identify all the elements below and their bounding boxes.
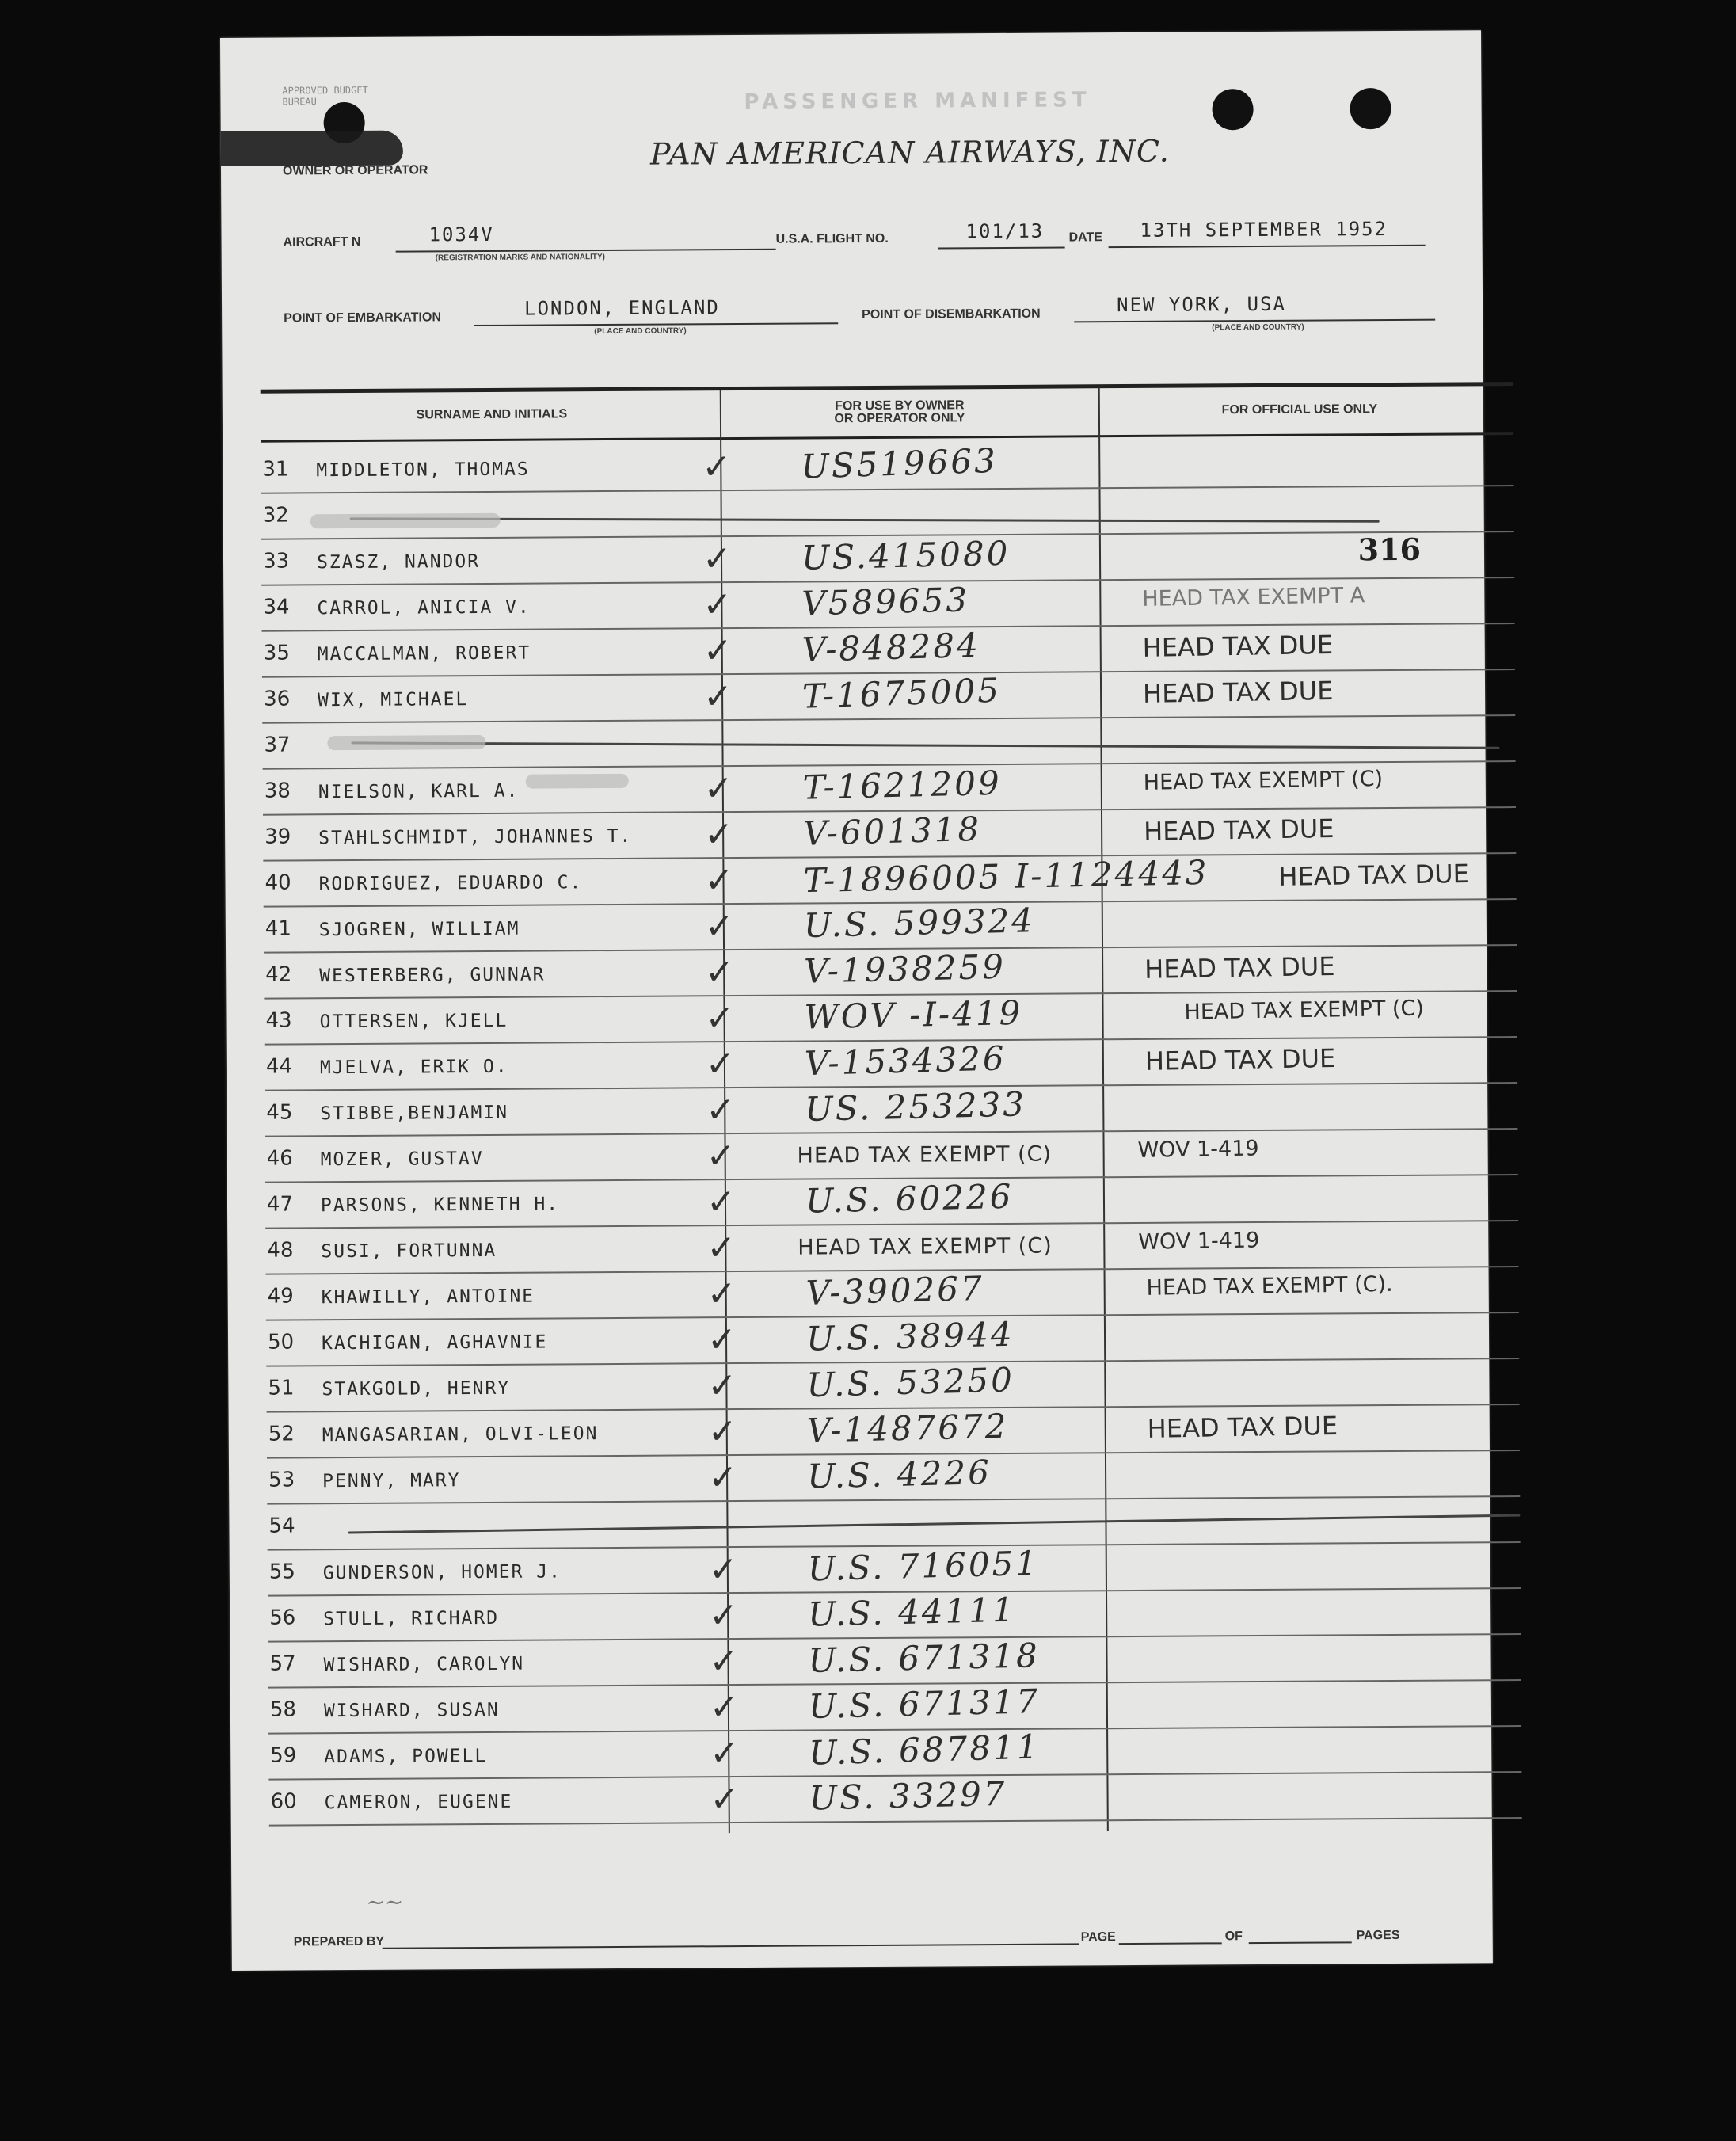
check-mark-icon: ✓ — [707, 1411, 737, 1453]
row-divider — [267, 1495, 1520, 1505]
official-use-entry: HEAD TAX EXEMPT (C) — [1184, 996, 1425, 1025]
owner-label: OWNER OR OPERATOR — [282, 163, 428, 178]
redaction-row-38 — [526, 774, 629, 789]
owner-use-entry: U.S. 4226 — [806, 1453, 992, 1496]
check-mark-icon: ✓ — [706, 1136, 736, 1177]
owner-use-entry: WOV -I-419 — [804, 992, 1023, 1037]
passenger-name: MANGASARIAN, OLVI-LEON — [322, 1423, 599, 1446]
passenger-name: OTTERSEN, KJELL — [319, 1010, 508, 1033]
row-number: 35 — [263, 641, 290, 665]
check-mark-icon: ✓ — [709, 1595, 739, 1636]
date-label: DATE — [1068, 230, 1102, 245]
owner-use-entry: V-1938259 — [803, 947, 1007, 991]
strike-row-54 — [348, 1514, 1521, 1534]
page-label: PAGE — [1080, 1930, 1116, 1945]
date-underline — [1109, 245, 1426, 248]
disembark-underline — [1074, 319, 1435, 323]
passenger-name: GUNDERSON, HOMER J. — [322, 1561, 562, 1584]
row-divider — [261, 485, 1514, 494]
flight-label: U.S.A. FLIGHT NO. — [775, 231, 889, 246]
check-mark-icon: ✓ — [707, 1366, 737, 1407]
row-divider — [265, 1220, 1518, 1229]
row-number: 36 — [264, 687, 291, 711]
check-mark-icon: ✓ — [704, 906, 734, 947]
check-mark-icon: ✓ — [703, 814, 734, 855]
owner-use-entry: U.S. 687811 — [808, 1727, 1041, 1773]
row-divider — [262, 714, 1515, 724]
official-use-entry: HEAD TAX DUE — [1144, 1042, 1336, 1076]
official-use-entry: HEAD TAX EXEMPT (C). — [1146, 1271, 1393, 1301]
owner-use-entry: T-1621209 — [802, 763, 1003, 807]
passenger-name: WIX, MICHAEL — [318, 689, 469, 711]
page-count-stamp: 316 — [1357, 531, 1422, 568]
row-number: 54 — [268, 1514, 295, 1538]
passenger-name: CARROL, ANICIA V. — [317, 596, 531, 619]
row-number: 34 — [263, 595, 290, 619]
official-use-entry: HEAD TAX EXEMPT (C) — [1143, 766, 1384, 795]
row-number: 59 — [270, 1743, 297, 1768]
passenger-name: STAKGOLD, HENRY — [322, 1377, 511, 1400]
row-number: 52 — [268, 1422, 295, 1446]
table-header-rule — [261, 432, 1513, 443]
check-mark-icon: ✓ — [706, 1182, 737, 1223]
passenger-name: MIDDLETON, THOMAS — [316, 459, 530, 482]
embark-sublabel: (PLACE AND COUNTRY) — [594, 326, 687, 337]
passenger-name: WESTERBERG, GUNNAR — [319, 964, 546, 987]
row-number: 58 — [269, 1697, 297, 1722]
owner-use-entry: T-1896005 I-1124443 — [803, 852, 1209, 901]
redaction-row-32 — [310, 513, 501, 528]
row-number: 32 — [262, 503, 289, 528]
airline-name: PAN AMERICAN AIRWAYS, INC. — [649, 133, 1170, 172]
check-mark-icon: ✓ — [709, 1687, 739, 1728]
owner-use-entry: U.S. 44111 — [807, 1590, 1017, 1634]
flight-underline — [938, 246, 1065, 249]
check-mark-icon: ✓ — [710, 1779, 740, 1820]
row-number: 51 — [268, 1376, 295, 1400]
owner-use-entry: V-601318 — [802, 809, 982, 853]
strike-row-32 — [350, 517, 1380, 522]
disembark-label: POINT OF DISEMBARKATION — [862, 307, 1041, 322]
row-number: 47 — [266, 1192, 294, 1217]
row-number: 37 — [264, 733, 291, 757]
owner-use-entry: HEAD TAX EXEMPT (C) — [798, 1233, 1053, 1260]
check-mark-icon: ✓ — [709, 1641, 739, 1682]
row-number: 49 — [267, 1284, 294, 1309]
official-use-entry: HEAD TAX DUE — [1142, 675, 1334, 709]
check-mark-icon: ✓ — [708, 1549, 738, 1591]
owner-use-entry: US. 253233 — [804, 1084, 1027, 1129]
row-number: 48 — [267, 1238, 294, 1263]
row-number: 39 — [265, 825, 291, 849]
row-number: 60 — [270, 1789, 297, 1814]
table-top-rule — [261, 382, 1513, 394]
passenger-name: STAHLSCHMIDT, JOHANNES T. — [318, 825, 633, 849]
passenger-name: PARSONS, KENNETH H. — [320, 1194, 560, 1217]
of-label: OF — [1224, 1930, 1243, 1944]
owner-column-header-1: FOR USE BY OWNER — [835, 398, 965, 413]
passenger-name: SUSI, FORTUNNA — [321, 1240, 497, 1263]
passenger-name: WISHARD, SUSAN — [323, 1699, 500, 1722]
ink-smear — [221, 131, 403, 166]
prepared-by-label: PREPARED BY — [293, 1934, 385, 1949]
passenger-name: PENNY, MARY — [322, 1470, 461, 1492]
check-mark-icon: ✓ — [702, 676, 733, 718]
check-mark-icon: ✓ — [706, 1090, 736, 1131]
row-number: 44 — [265, 1054, 293, 1079]
official-use-entry: HEAD TAX DUE — [1278, 858, 1470, 892]
row-number: 33 — [262, 549, 290, 573]
row-number: 45 — [266, 1100, 293, 1125]
passenger-name: STIBBE,BENJAMIN — [320, 1102, 509, 1125]
owner-use-entry: T-1675005 — [801, 670, 1002, 716]
check-mark-icon: ✓ — [702, 447, 732, 488]
owner-use-entry: US.415080 — [801, 533, 1011, 577]
aircraft-label: AIRCRAFT N — [283, 234, 361, 250]
row-divider — [265, 1128, 1517, 1137]
row-number: 56 — [269, 1606, 296, 1630]
official-use-entry: HEAD TAX DUE — [1142, 629, 1334, 663]
passenger-name: MACCALMAN, ROBERT — [317, 642, 531, 665]
strike-row-37 — [351, 741, 1499, 749]
row-number: 57 — [269, 1651, 296, 1676]
passenger-name: MOZER, GUSTAV — [320, 1148, 484, 1171]
check-mark-icon: ✓ — [706, 1228, 737, 1269]
owner-use-entry: V-1487672 — [806, 1406, 1009, 1450]
row-number: 42 — [265, 962, 292, 987]
aircraft-underline — [396, 249, 776, 253]
prepared-by-underline — [383, 1943, 1079, 1949]
check-mark-icon: ✓ — [702, 539, 733, 580]
form-title: PASSENGER MANIFEST — [744, 88, 1091, 114]
embark-label: POINT OF EMBARKATION — [284, 310, 442, 326]
registration-sublabel: (REGISTRATION MARKS AND NATIONALITY) — [435, 253, 605, 263]
official-use-entry: HEAD TAX DUE — [1143, 813, 1334, 847]
official-use-entry: HEAD TAX EXEMPT A — [1142, 583, 1365, 611]
official-column-header: FOR OFFICIAL USE ONLY — [1221, 402, 1378, 417]
owner-use-entry: U.S. 60226 — [805, 1176, 1014, 1221]
passenger-name: ADAMS, POWELL — [324, 1745, 488, 1768]
row-number: 50 — [267, 1330, 295, 1354]
row-number: 40 — [265, 870, 291, 895]
check-mark-icon: ✓ — [705, 1044, 735, 1085]
redaction-row-37 — [327, 735, 485, 750]
owner-use-entry: V589653 — [801, 580, 970, 623]
punch-hole-middle — [1212, 89, 1253, 130]
of-underline — [1249, 1941, 1352, 1944]
passenger-name: KHAWILLY, ANTOINE — [321, 1286, 535, 1309]
row-number: 53 — [268, 1468, 295, 1492]
passenger-name: MJELVA, ERIK O. — [319, 1056, 508, 1079]
check-mark-icon: ✓ — [702, 630, 733, 672]
embark-value: LONDON, ENGLAND — [524, 296, 720, 320]
check-mark-icon: ✓ — [705, 998, 735, 1039]
owner-use-entry: V-390267 — [805, 1268, 985, 1312]
check-mark-icon: ✓ — [706, 1320, 737, 1361]
row-number: 41 — [265, 916, 292, 941]
owner-use-entry: U.S. 716051 — [807, 1543, 1040, 1589]
owner-use-entry: U.S. 53250 — [805, 1360, 1015, 1405]
date-value: 13TH SEPTEMBER 1952 — [1140, 218, 1388, 242]
page-underline — [1119, 1942, 1222, 1945]
passenger-name: CAMERON, EUGENE — [324, 1791, 513, 1814]
passenger-name: KACHIGAN, AGHAVNIE — [321, 1331, 548, 1354]
row-number: 55 — [268, 1560, 296, 1584]
passenger-name: WISHARD, CAROLYN — [323, 1653, 525, 1676]
owner-use-entry: U.S. 671317 — [808, 1682, 1041, 1727]
owner-use-entry: V-848284 — [801, 625, 981, 669]
check-mark-icon: ✓ — [704, 860, 734, 901]
official-use-entry: WOV 1-419 — [1137, 1136, 1259, 1163]
embark-underline — [474, 322, 838, 326]
passenger-name: RODRIGUEZ, EDUARDO C. — [318, 872, 583, 895]
check-mark-icon: ✓ — [703, 768, 733, 810]
signature-scribble: ~~ — [366, 1888, 404, 1915]
row-number: 31 — [262, 457, 289, 482]
row-number: 46 — [266, 1146, 293, 1171]
owner-use-entry: U.S. 671318 — [807, 1636, 1041, 1681]
check-mark-icon: ✓ — [702, 585, 733, 626]
passenger-name: SJOGREN, WILLIAM — [318, 918, 520, 941]
passenger-name: SZASZ, NANDOR — [316, 551, 481, 573]
owner-use-entry: U.S. 38944 — [805, 1314, 1015, 1358]
owner-use-entry: HEAD TAX EXEMPT (C) — [797, 1141, 1053, 1168]
owner-column-header-2: OR OPERATOR ONLY — [834, 411, 965, 426]
disembark-sublabel: (PLACE AND COUNTRY) — [1212, 322, 1304, 333]
surname-column-header: SURNAME AND INITIALS — [416, 407, 568, 422]
owner-use-entry: V-1534326 — [804, 1038, 1007, 1084]
check-mark-icon: ✓ — [706, 1274, 737, 1315]
pages-label: PAGES — [1356, 1928, 1400, 1943]
disembark-value: NEW YORK, USA — [1116, 292, 1287, 317]
approved-stamp: APPROVED BUDGET BUREAU — [282, 84, 368, 108]
flight-value: 101/13 — [965, 219, 1045, 243]
owner-use-entry: US519663 — [800, 440, 999, 486]
owner-use-entry: U.S. 599324 — [803, 901, 1036, 946]
row-number: 43 — [265, 1008, 292, 1033]
column-divider-2 — [1098, 387, 1109, 1831]
row-divider — [269, 1817, 1522, 1827]
manifest-sheet — [220, 30, 1493, 1971]
official-use-entry: HEAD TAX DUE — [1144, 950, 1335, 985]
official-use-entry: HEAD TAX DUE — [1147, 1410, 1338, 1444]
check-mark-icon: ✓ — [705, 952, 735, 993]
check-mark-icon: ✓ — [707, 1457, 738, 1499]
passenger-name: STULL, RICHARD — [323, 1607, 500, 1630]
owner-use-entry: US. 33297 — [809, 1773, 1008, 1818]
passenger-name: NIELSON, KARL A. — [318, 780, 520, 803]
official-use-entry: WOV 1-419 — [1138, 1228, 1260, 1255]
check-mark-icon: ✓ — [710, 1733, 740, 1774]
aircraft-value: 1034V — [428, 223, 494, 246]
row-number: 38 — [264, 779, 291, 803]
punch-hole-right — [1350, 88, 1391, 129]
